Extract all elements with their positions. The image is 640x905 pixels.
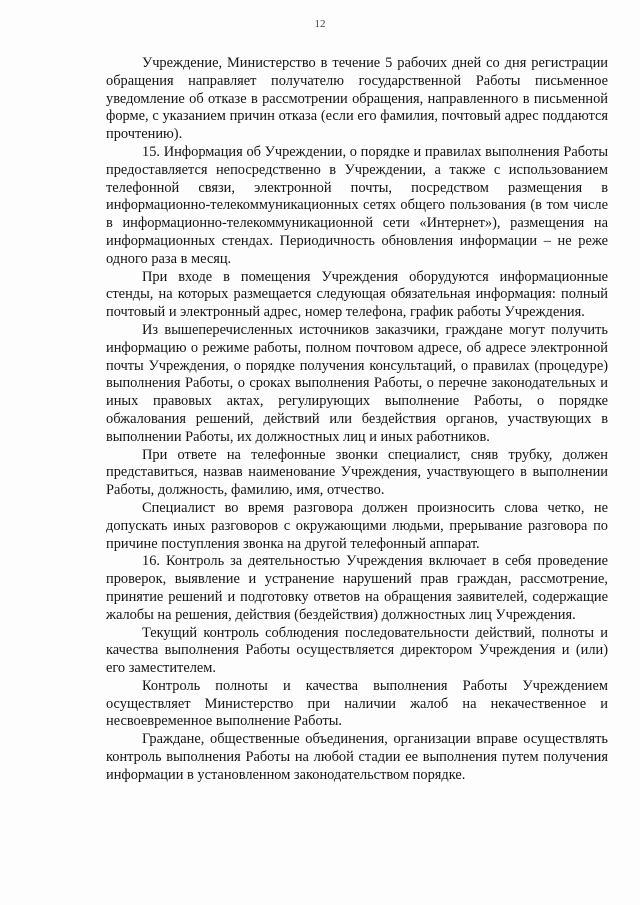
page-number: 12	[314, 18, 326, 30]
paragraph-specialist-conduct: Специалист во время разговора должен произносить слова четко, не допускать иных разговоров с окружающими людьми, прерывание разговора по причине поступления звонка на другой телефонный аппарат.	[106, 499, 608, 552]
paragraph-information-sources: Из вышеперечисленных источников заказчики, граждане могут получить информацию о режиме работы, полном почтовом адресе, об адресе электронной почты Учреждения, о порядке получения консультаций, о правилах (процедуре) выполнения Работы, о сроках выполнения Работы, о перечне законодательных и иных правовых актах, регулирующих выполнение Работы, о порядке обжалования решений, действий или бездействия органов, участвующих в выполнении Работы, их должностных лиц и иных работников.	[106, 321, 608, 445]
document-body	[106, 55, 608, 785]
paragraph-citizen-control: Граждане, общественные объединения, организации вправе осуществлять контроль выполнения Работы на любой стадии ее выполнения путем получения информации в установленном законодательством порядке.	[106, 731, 608, 783]
paragraph-information-stands: При входе в помещения Учреждения оборудуются информационные стенды, на которых размещается следующая обязательная информация: полный почтовый и электронный адрес, номер телефона, график работы Учреждения.	[106, 268, 608, 321]
paragraph-section-16-control: 16. Контроль за деятельностью Учреждения включает в себя проведение проверок, выявление и устранение нарушений прав граждан, рассмотрение, принятие решений и подготовку ответов на обращения заявителей, содержащие жалобы на решения, действия (бездействия) должностных лиц Учреждения.	[106, 553, 608, 623]
paragraph-section-15-information: 15. Информация об Учреждении, о порядке и правилах выполнения Работы предоставляется непосредственно в Учреждении, а также с использованием телефонной связи, электронной почты, посредством размещения в информационно-телекоммуникационных сетях общего пользования (в том числе в информационно-телекоммуникационной сети «Интернет»), размещения на информационных стендах. Периодичность обновления информации – не реже одного раза в месяц.	[106, 143, 608, 267]
paragraph-refusal-notice: Учреждение, Министерство в течение 5 рабочих дней со дня регистрации обращения направляет получателю государственной Работы письменное уведомление об отказе в рассмотрении обращения, направленного в письменной форме, с указанием причин отказа (если его фамилия, почтовый адрес поддаются прочтению).	[106, 55, 608, 143]
paragraph-ministry-control: Контроль полноты и качества выполнения Работы Учреждением осуществляет Министерство при наличии жалоб на некачественное и несвоевременное выполнение Работы.	[106, 677, 608, 730]
paragraph-current-control: Текущий контроль соблюдения последовательности действий, полноты и качества выполнения Работы осуществляется директором Учреждения и (или) его заместителем.	[106, 624, 608, 677]
paragraph-phone-answer: При ответе на телефонные звонки специалист, сняв трубку, должен представиться, назвав наименование Учреждения, участвующего в выполнении Работы, должность, фамилию, имя, отчество.	[106, 446, 608, 499]
